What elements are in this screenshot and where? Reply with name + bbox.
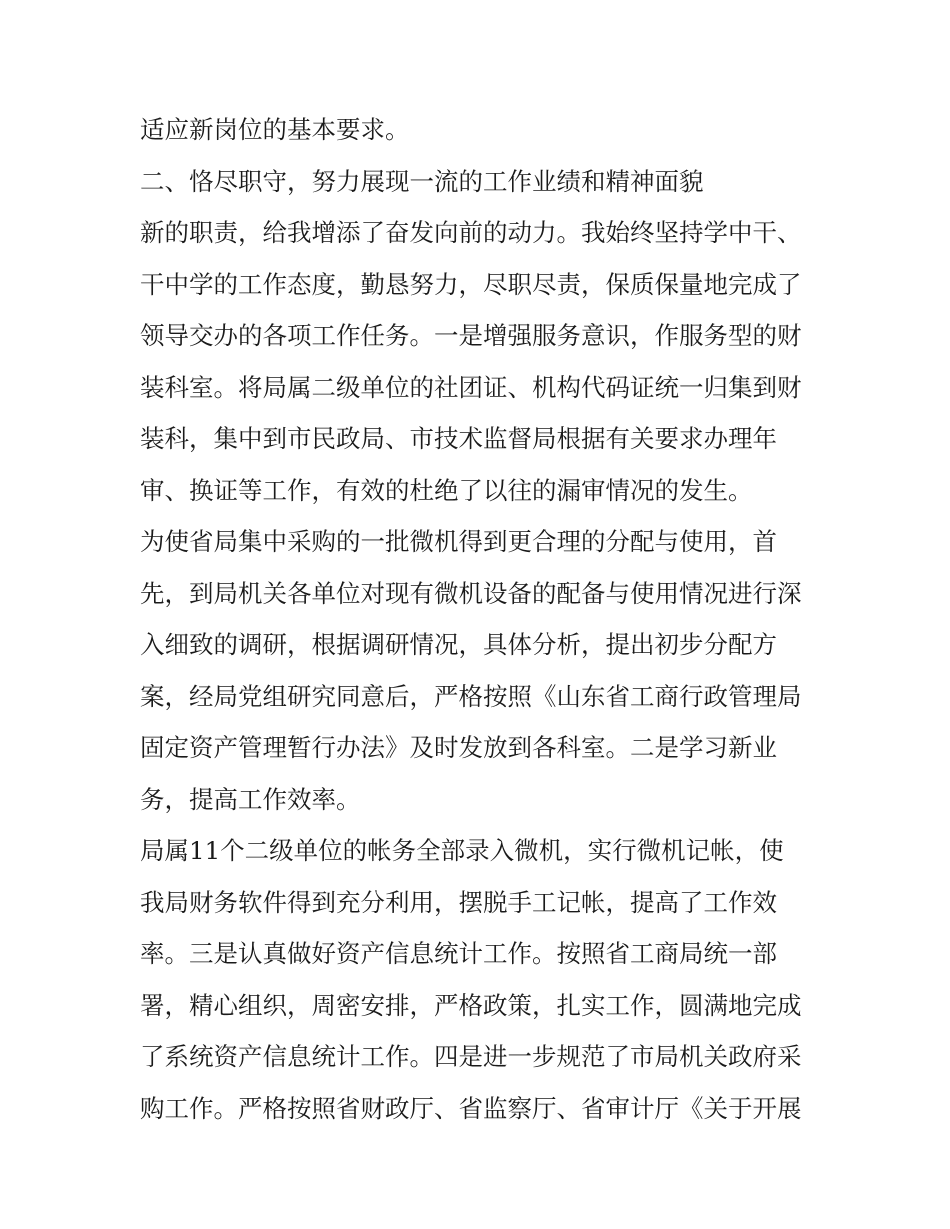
section-heading-2: 二、恪尽职守，努力展现一流的工作业绩和精神面貌 [140,166,704,196]
text-line-14: 务，提高工作效率。 [140,784,361,814]
text-line-17: 率。三是认真做好资产信息统计工作。按照省工商局统一部 [140,939,777,968]
text-line-3: 新的职责，给我增添了奋发向前的动力。我始终坚持学中干、 [140,218,802,247]
text-line-15: 局属11个二级单位的帐务全部录入微机，实行微机记帐，使 [140,836,784,865]
text-line-19: 了系统资产信息统计工作。四是进一步规范了市局机关政府采 [140,1042,802,1071]
document-body [140,104,820,1134]
text-line-11: 入细致的调研，根据调研情况，具体分析，提出初步分配方 [140,630,777,659]
text-line-5: 领导交办的各项工作任务。一是增强服务意识，作服务型的财 [140,321,802,350]
text-line-7: 装科，集中到市民政局、市技术监督局根据有关要求办理年 [140,424,777,453]
text-line-16: 我局财务软件得到充分利用，摆脱手工记帐，提高了工作效 [140,887,777,917]
text-line-18: 署，精心组织，周密安排，严格政策，扎实工作，圆满地完成 [140,990,802,1020]
text-line-9: 为使省局集中采购的一批微机得到更合理的分配与使用，首 [140,527,777,556]
text-line-12: 案，经局党组研究同意后，严格按照《山东省工商行政管理局 [140,681,802,711]
text-line-6: 装科室。将局属二级单位的社团证、机构代码证统一归集到财 [140,372,802,402]
text-line-1: 适应新岗位的基本要求。 [140,115,410,144]
text-line-8: 审、换证等工作，有效的杜绝了以往的漏审情况的发生。 [140,475,753,505]
text-line-13: 固定资产管理暂行办法》及时发放到各科室。二是学习新业 [140,733,777,762]
text-line-20: 购工作。严格按照省财政厅、省监察厅、省审计厅《关于开展 [140,1093,802,1123]
text-line-4: 干中学的工作态度，勤恳努力，尽职尽责，保质保量地完成了 [140,269,802,299]
text-line-10: 先，到局机关各单位对现有微机设备的配备与使用情况进行深 [140,578,802,608]
